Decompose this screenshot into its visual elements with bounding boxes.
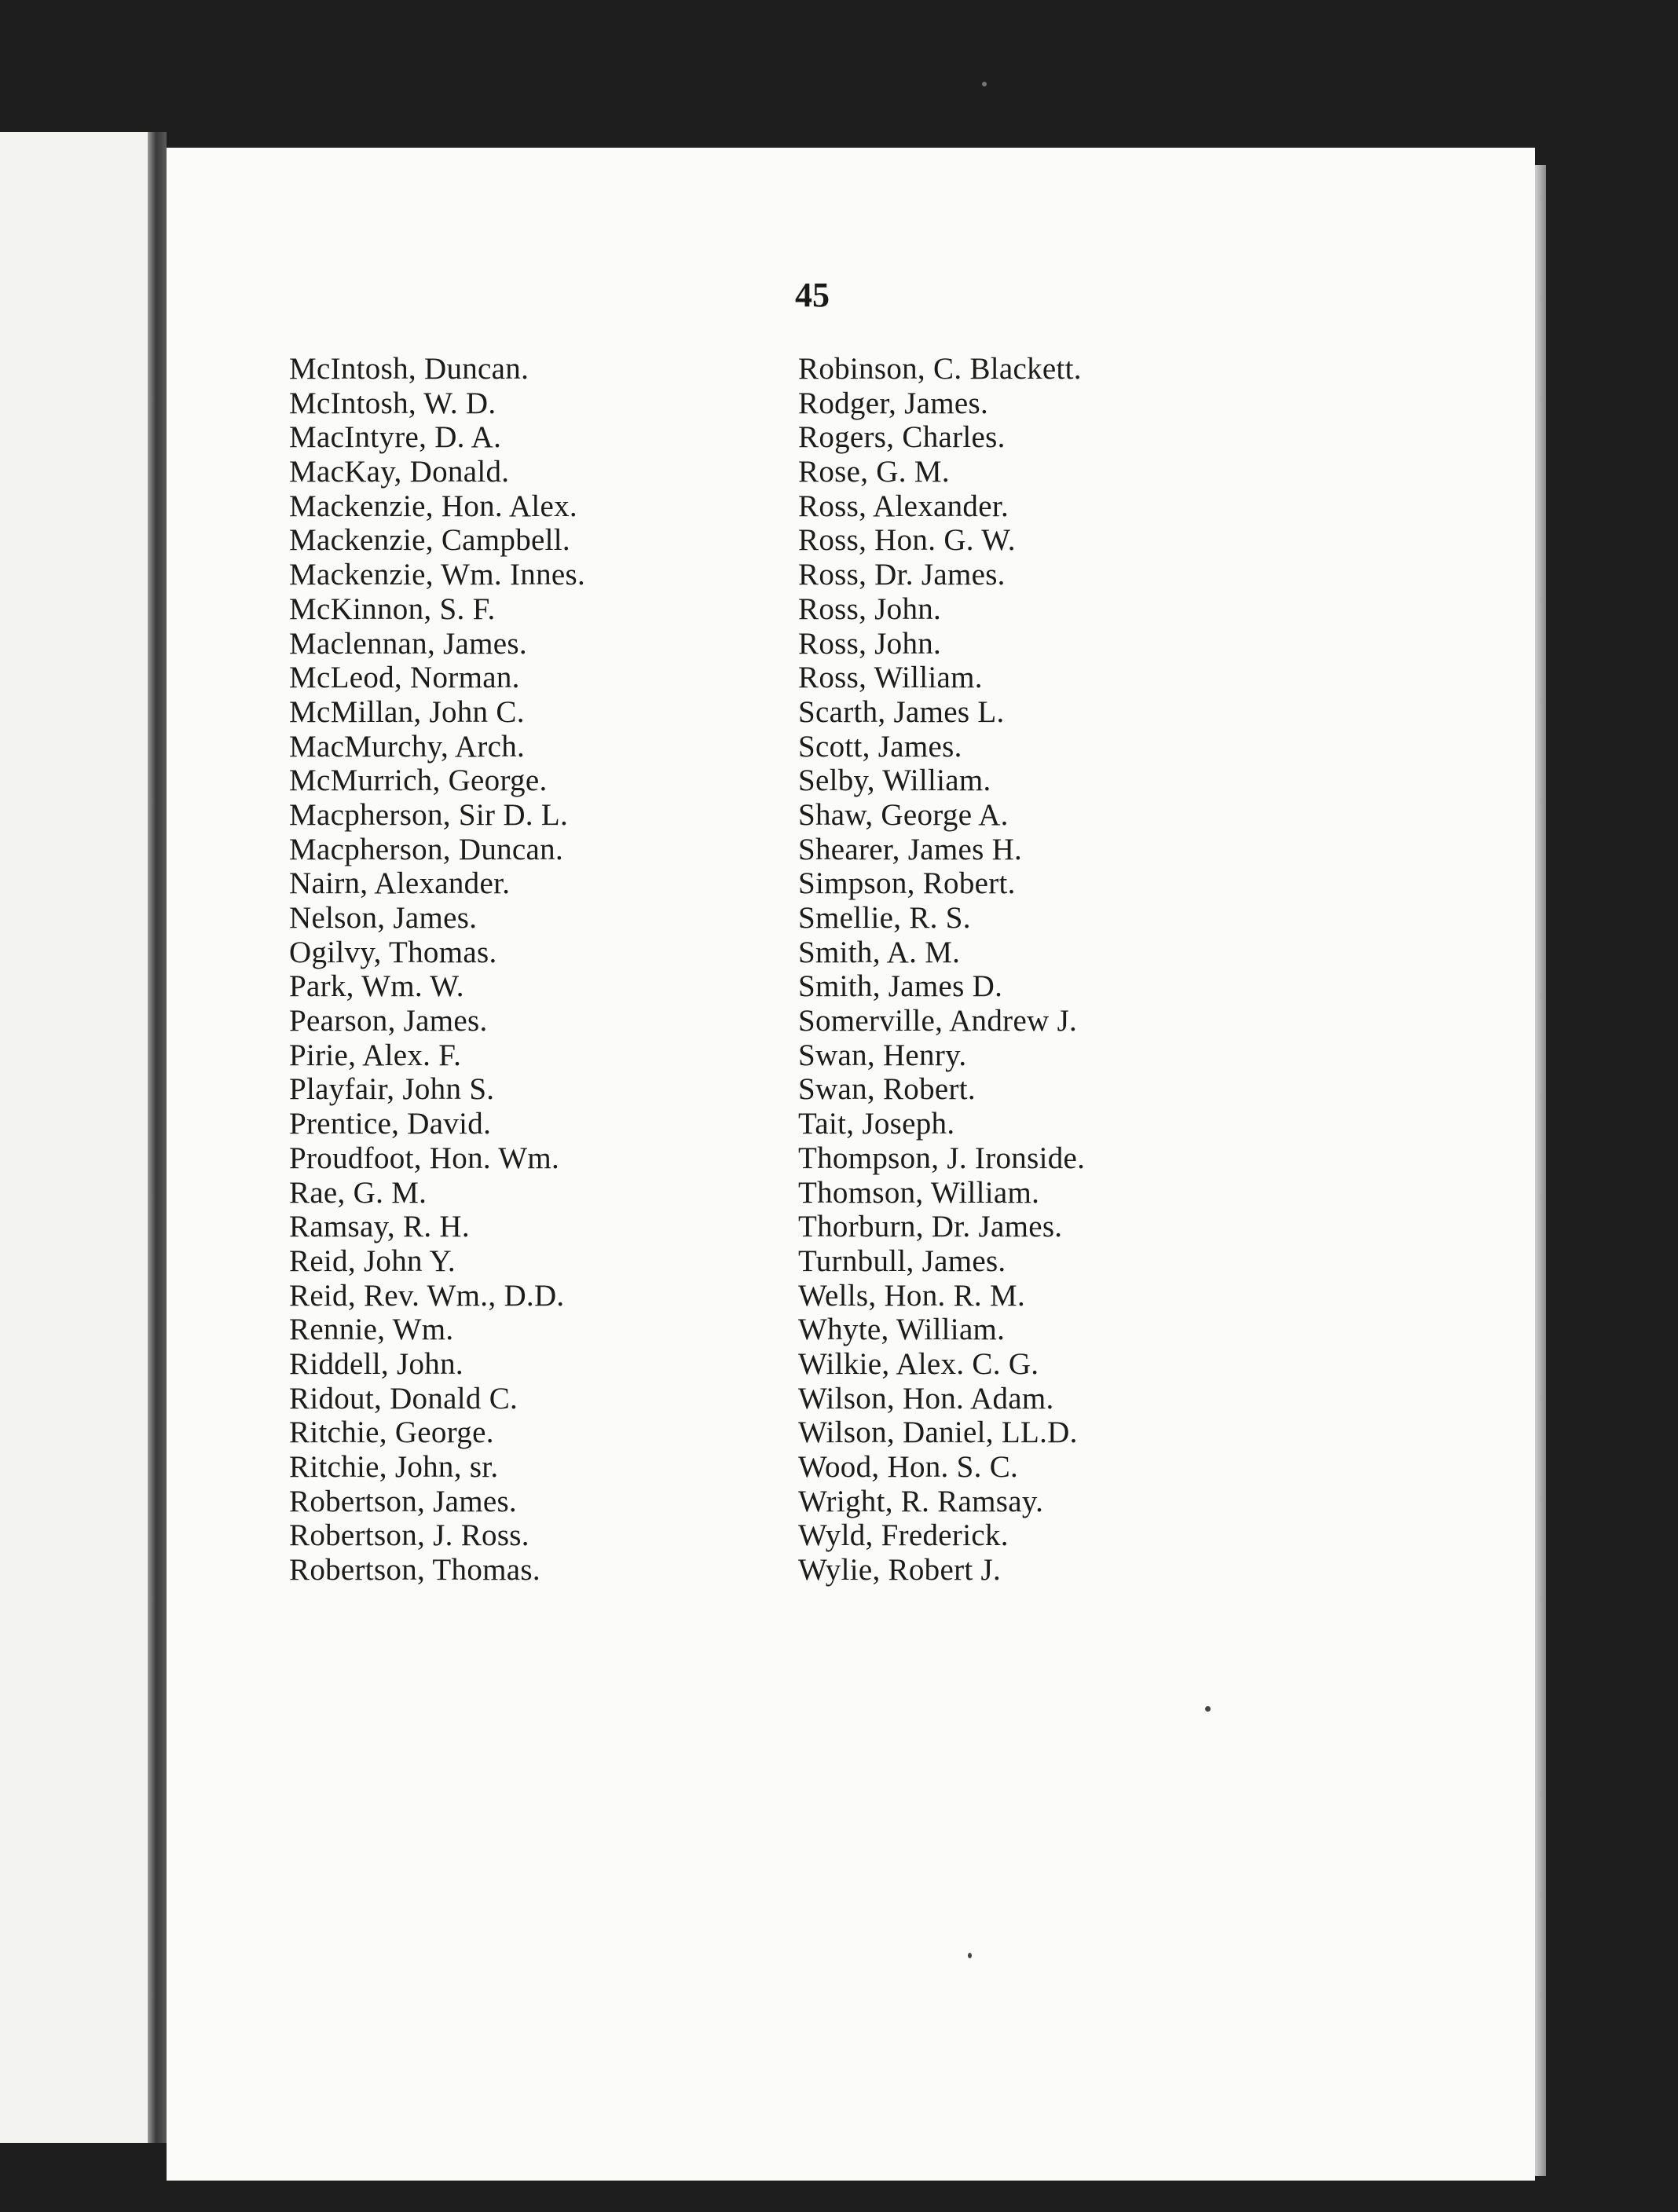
name-entry: Wood, Hon. S. C. [798, 1450, 1019, 1484]
name-entry: Ridout, Donald C. [289, 1381, 518, 1415]
name-entry: Rose, G. M. [798, 455, 950, 489]
name-entry: Robinson, C. Blackett. [798, 352, 1082, 386]
name-entry: Tait, Joseph. [798, 1107, 955, 1141]
scan-speck [968, 1953, 972, 1958]
name-entry: Nairn, Alexander. [289, 866, 511, 901]
facing-page-edge [0, 132, 151, 2143]
name-entry: Wright, R. Ramsay. [798, 1484, 1044, 1518]
name-entry: Rodger, James. [798, 386, 989, 420]
name-entry: Mackenzie, Campbell. [289, 523, 570, 558]
name-entry: Thompson, J. Ironside. [798, 1141, 1086, 1175]
name-entry: Ross, Alexander. [798, 489, 1009, 523]
name-entry: Swan, Robert. [798, 1072, 976, 1107]
name-entry: Wilson, Hon. Adam. [798, 1381, 1054, 1415]
name-entry: Ritchie, George. [289, 1415, 494, 1450]
name-entry: Thomson, William. [798, 1175, 1040, 1210]
name-entry: Pirie, Alex. F. [289, 1038, 462, 1072]
name-entry: Simpson, Robert. [798, 866, 1016, 901]
name-entry: Shaw, George A. [798, 797, 1009, 832]
name-entry: McKinnon, S. F. [289, 591, 496, 626]
name-entry: Ross, John. [798, 591, 942, 626]
name-entry: Mackenzie, Hon. Alex. [289, 489, 577, 523]
name-entry: McIntosh, Duncan. [289, 352, 529, 386]
name-entry: Wells, Hon. R. M. [798, 1278, 1026, 1313]
name-entry: Ross, John. [798, 626, 942, 661]
name-entry: Macpherson, Sir D. L. [289, 797, 569, 832]
name-entry: MacMurchy, Arch. [289, 729, 526, 764]
name-entry: Turnbull, James. [798, 1243, 1006, 1278]
name-entry: MacKay, Donald. [289, 455, 510, 489]
name-entry: Riddell, John. [289, 1346, 463, 1381]
name-entry: Ritchie, John, sr. [289, 1450, 499, 1484]
name-entry: Robertson, James. [289, 1484, 517, 1518]
book-gutter [148, 132, 167, 2143]
page-number: 45 [795, 276, 830, 314]
name-entry: Smith, James D. [798, 969, 1003, 1004]
name-entry: Park, Wm. W. [289, 969, 464, 1004]
name-entry: McLeod, Norman. [289, 661, 520, 695]
name-entry: Smellie, R. S. [798, 901, 971, 935]
name-entry: Scarth, James L. [798, 694, 1005, 729]
name-entry: Selby, William. [798, 764, 991, 798]
name-entry: Robertson, Thomas. [289, 1553, 540, 1588]
name-entry: Macpherson, Duncan. [289, 832, 564, 866]
name-entry: Maclennan, James. [289, 626, 527, 661]
name-entry: Thorburn, Dr. James. [798, 1210, 1063, 1244]
name-entry: Rae, G. M. [289, 1175, 427, 1210]
name-entry: Swan, Henry. [798, 1038, 967, 1072]
name-entry: Prentice, David. [289, 1107, 492, 1141]
name-entry: Rogers, Charles. [798, 420, 1006, 455]
name-entry: Nelson, James. [289, 901, 478, 935]
name-entry: Reid, John Y. [289, 1243, 456, 1278]
name-entry: Ramsay, R. H. [289, 1210, 470, 1244]
scan-speck [982, 82, 987, 86]
name-entry: Somerville, Andrew J. [798, 1004, 1078, 1038]
name-entry: Ross, Dr. James. [798, 558, 1006, 592]
name-entry: Proudfoot, Hon. Wm. [289, 1141, 560, 1175]
name-entry: McMillan, John C. [289, 694, 525, 729]
name-entry: Wylie, Robert J. [798, 1553, 1002, 1588]
name-entry: Rennie, Wm. [289, 1313, 454, 1347]
name-entry: Ross, William. [798, 661, 983, 695]
name-entry: Wyld, Frederick. [798, 1518, 1009, 1553]
name-entry: Ogilvy, Thomas. [289, 935, 497, 969]
name-entry: Smith, A. M. [798, 935, 961, 969]
scan-speck [1205, 1706, 1211, 1712]
name-entry: McMurrich, George. [289, 764, 548, 798]
name-entry: McIntosh, W. D. [289, 386, 496, 420]
name-entry: MacIntyre, D. A. [289, 420, 502, 455]
name-list-right-column [798, 352, 1085, 1588]
name-entry: Robertson, J. Ross. [289, 1518, 529, 1553]
name-entry: Ross, Hon. G. W. [798, 523, 1016, 558]
name-list-left-column [289, 352, 585, 1588]
name-entry: Whyte, William. [798, 1313, 1006, 1347]
name-entry: Shearer, James H. [798, 832, 1023, 866]
name-entry: Scott, James. [798, 729, 962, 764]
name-entry: Reid, Rev. Wm., D.D. [289, 1278, 565, 1313]
name-entry: Mackenzie, Wm. Innes. [289, 558, 586, 592]
name-entry: Wilkie, Alex. C. G. [798, 1346, 1039, 1381]
name-entry: Pearson, James. [289, 1004, 488, 1038]
page-edge-shadow [1535, 165, 1546, 2176]
name-entry: Playfair, John S. [289, 1072, 495, 1107]
name-entry: Wilson, Daniel, LL.D. [798, 1415, 1078, 1450]
